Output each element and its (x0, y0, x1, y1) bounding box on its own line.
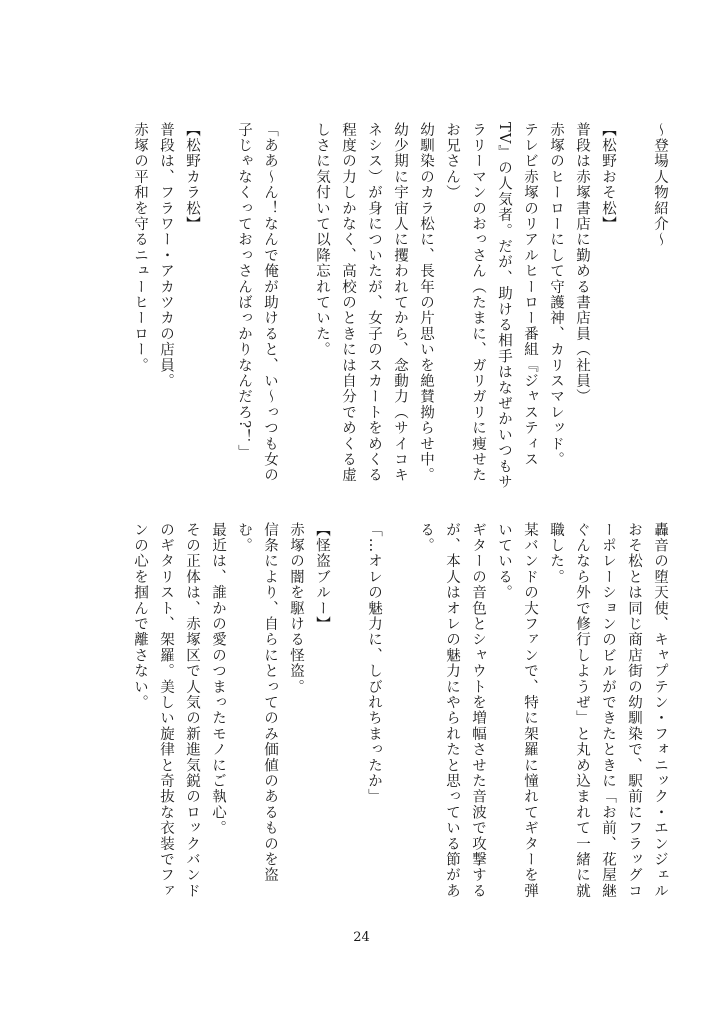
text-line: 轟音の堕天使、キャプテン・フォニック・エンジェル (652, 522, 668, 899)
blank-line (205, 122, 231, 492)
text-line: ギターの音色とシャウトを増幅させた音波で攻撃するが、本人はオレの魅力にやられたと思っている節がある。 (418, 522, 486, 899)
text-line: 【松野カラ松】 (184, 122, 200, 232)
blank-line (621, 122, 647, 492)
blank-line (387, 522, 413, 902)
text-line: 「…オレの魅力に、しびれちまったか」 (366, 522, 382, 805)
lower-text-block (43, 522, 673, 902)
text-line: ～登場人物紹介～ (652, 122, 668, 248)
upper-text-block (43, 122, 673, 492)
text-line: テレビ赤塚のリアルヒーロー番組『ジャスティスTV』の人気者。だが、助ける相手はなぜかいつもサラリーマンのおっさん（たまに、ガリガリに痩せたお兄さん） (444, 122, 538, 490)
text-line: 【松野おそ松】 (600, 122, 616, 232)
text-line: 幼馴染のカラ松に、長年の片思いを絶賛拗らせ中。 (418, 122, 434, 484)
text-line: 某バンドの大ファンで、特に架羅に憧れてギターを弾いている。 (496, 522, 538, 899)
text-line: 最近は、誰かの愛のつまったモノにご執心。 (210, 522, 226, 836)
blank-line (335, 522, 361, 902)
blank-line (283, 122, 309, 492)
text-line: 【怪盗ブルー】 (314, 522, 330, 632)
text-line: 赤塚のヒーローにして守護神、カリスマレッド。 (548, 122, 564, 468)
text-line: 「ああ〜ん！なんで俺が助けると、い〜っつも女の子じゃなくっておっさんばっかりなんだろ?！」 (236, 122, 278, 484)
text-line: 赤塚の平和を守るニューヒーロー。 (132, 122, 148, 374)
text-line: おそ松とは同じ商店街の幼馴染で、駅前にフラッグコーポレーションのビルができたときに「お前、花屋継ぐんなら外で修行しようぜ」と丸め込まれて一緒に就職した。 (548, 522, 642, 899)
text-line: 幼少期に宇宙人に攫われてから、念動力（サイコキネシス）が身についたが、女子のスカートをめくる程度の力しかなく、高校のときには自分でめくる虚しさに気付いて以降忘れていた。 (314, 122, 408, 484)
text-line: 普段は赤塚書店に勤める書店員（社員） (574, 122, 590, 405)
text-line: その正体は、赤塚区で人気の新進気鋭のロックバンドのギタリスト、架羅。美しい旋律と奇抜な衣装でファンの心を掴んで離さない。 (132, 522, 200, 899)
text-line: 信条により、自らにとってのみ価値のあるものを盗む。 (236, 522, 278, 884)
text-line: 赤塚の闇を駆ける怪盗。 (288, 522, 304, 695)
text-line: 普段は、フラワー・アカツカの店員。 (158, 122, 174, 389)
page-number: 24 (353, 930, 370, 945)
